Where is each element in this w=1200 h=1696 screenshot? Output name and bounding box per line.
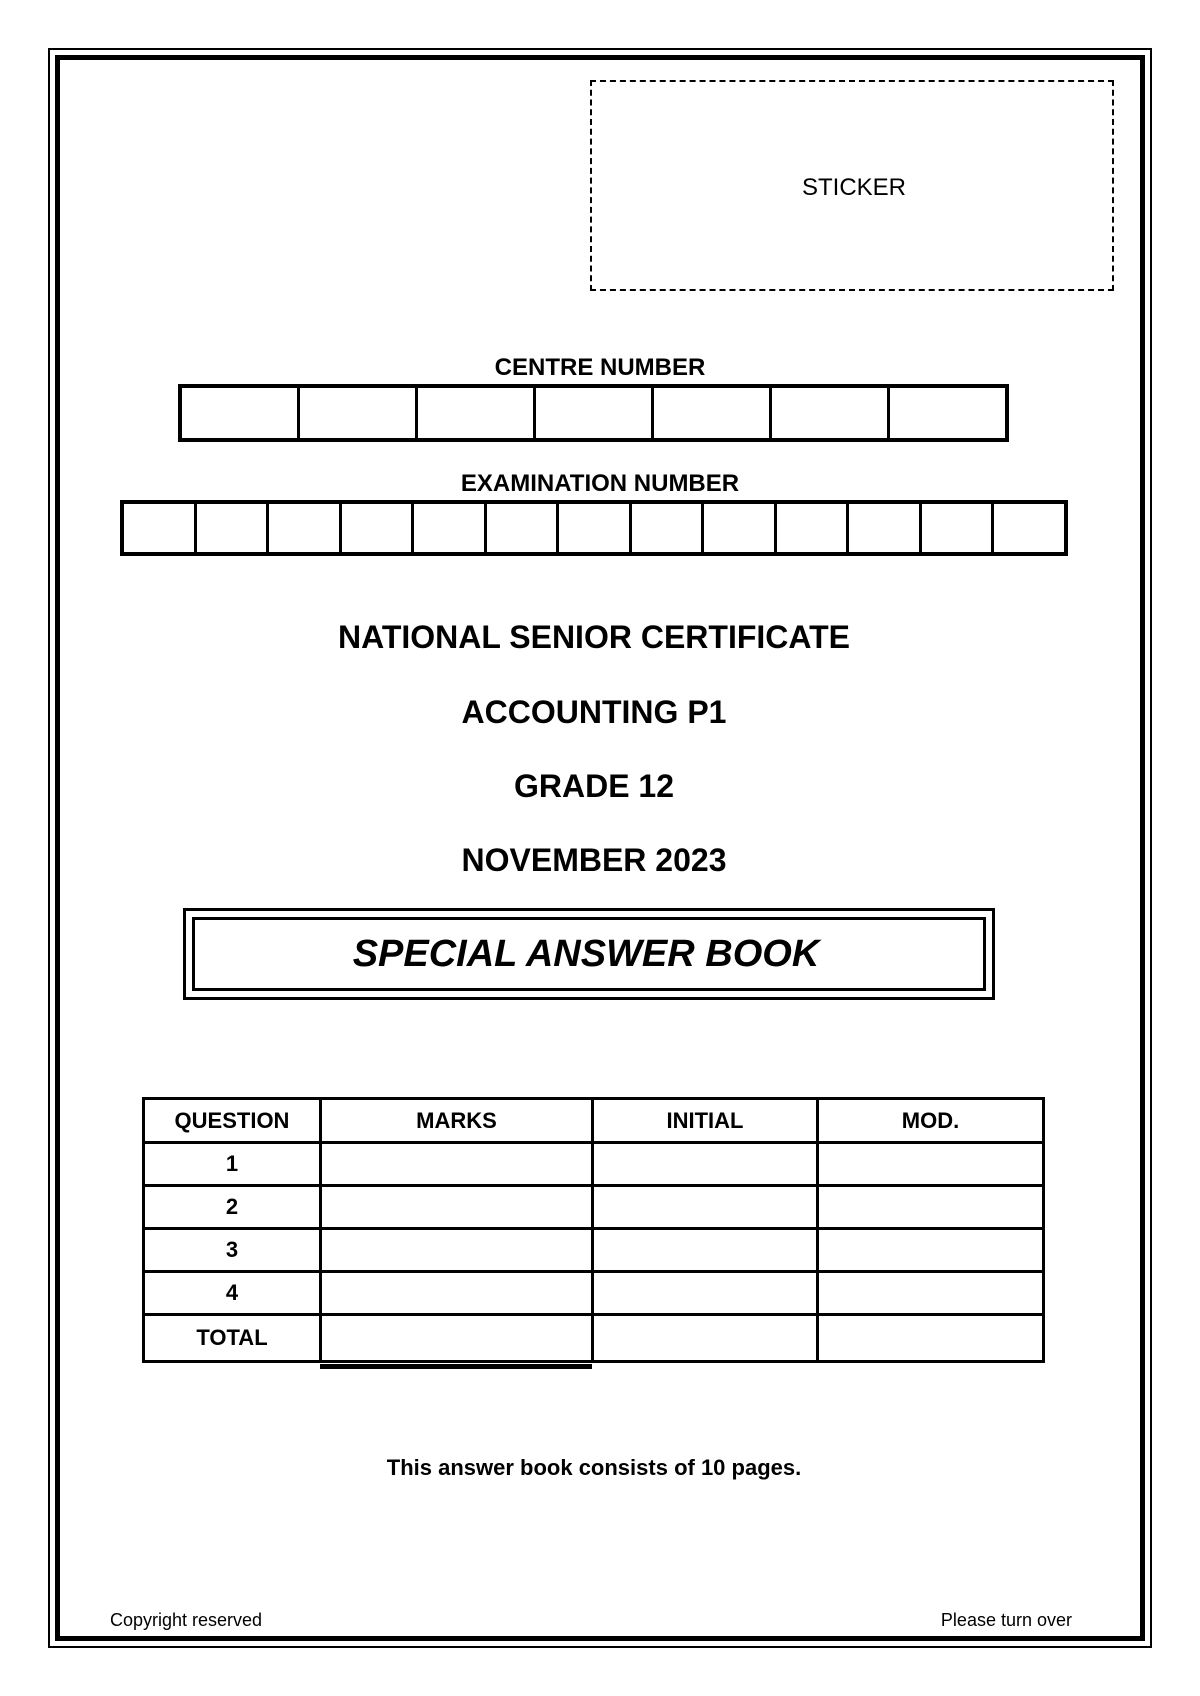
centre-number-box xyxy=(415,388,533,438)
table-row xyxy=(144,1229,1044,1272)
total-initial-cell xyxy=(593,1315,818,1362)
initial-cell xyxy=(593,1229,818,1272)
examination-number-box xyxy=(991,504,1064,552)
initial-cell xyxy=(593,1143,818,1186)
centre-number-box xyxy=(651,388,769,438)
table-row xyxy=(144,1186,1044,1229)
mod-cell xyxy=(818,1186,1044,1229)
examination-number-box xyxy=(194,504,267,552)
examination-number-box xyxy=(774,504,847,552)
sticker-label: STICKER xyxy=(801,174,906,201)
mod-cell xyxy=(818,1272,1044,1315)
question-number: 1 xyxy=(144,1143,321,1186)
centre-number-box xyxy=(887,388,1005,438)
examination-number-boxes xyxy=(120,500,1068,556)
footer-copyright: Copyright reserved xyxy=(110,1610,263,1630)
grade-heading: GRADE 12 xyxy=(513,768,675,804)
centre-number-label: CENTRE NUMBER xyxy=(494,354,706,381)
centre-number-box xyxy=(533,388,651,438)
examination-number-box xyxy=(629,504,702,552)
marks-cell xyxy=(321,1186,593,1229)
total-double-underline xyxy=(320,1364,592,1369)
initial-cell xyxy=(593,1186,818,1229)
sticker-area xyxy=(590,80,1114,291)
examination-number-box xyxy=(266,504,339,552)
examination-number-box xyxy=(846,504,919,552)
marks-table xyxy=(142,1097,1045,1363)
examination-number-box xyxy=(919,504,992,552)
total-label: TOTAL xyxy=(144,1315,321,1362)
examination-number-box xyxy=(556,504,629,552)
column-header-question: QUESTION xyxy=(144,1099,321,1143)
mod-cell xyxy=(818,1143,1044,1186)
question-number: 2 xyxy=(144,1186,321,1229)
centre-number-box xyxy=(297,388,415,438)
page-count-note: This answer book consists of 10 pages. xyxy=(386,1455,802,1480)
question-number: 3 xyxy=(144,1229,321,1272)
centre-number-box xyxy=(769,388,887,438)
mod-cell xyxy=(818,1229,1044,1272)
initial-cell xyxy=(593,1272,818,1315)
certificate-heading: NATIONAL SENIOR CERTIFICATE xyxy=(338,619,850,655)
column-header-mod: MOD. xyxy=(818,1099,1044,1143)
total-mod-cell xyxy=(818,1315,1044,1362)
examination-number-box xyxy=(411,504,484,552)
marks-cell xyxy=(321,1143,593,1186)
table-row xyxy=(144,1272,1044,1315)
session-heading: NOVEMBER 2023 xyxy=(461,842,727,878)
examination-number-box xyxy=(701,504,774,552)
centre-number-boxes xyxy=(178,384,1009,442)
question-number: 4 xyxy=(144,1272,321,1315)
marks-cell xyxy=(321,1272,593,1315)
table-row xyxy=(144,1143,1044,1186)
total-marks-cell xyxy=(321,1315,593,1362)
total-row xyxy=(144,1315,1044,1362)
column-header-initial: INITIAL xyxy=(593,1099,818,1143)
centre-number-box xyxy=(182,388,297,438)
footer-turn-over: Please turn over xyxy=(940,1610,1072,1630)
answer-book-banner xyxy=(183,908,995,1000)
examination-number-box xyxy=(124,504,194,552)
column-header-marks: MARKS xyxy=(321,1099,593,1143)
examination-number-box xyxy=(484,504,557,552)
answer-book-title: SPECIAL ANSWER BOOK xyxy=(352,932,820,975)
examination-number-label: EXAMINATION NUMBER xyxy=(460,470,740,497)
subject-heading: ACCOUNTING P1 xyxy=(461,694,727,730)
marks-cell xyxy=(321,1229,593,1272)
examination-number-box xyxy=(339,504,412,552)
marks-table-header xyxy=(144,1099,1044,1143)
